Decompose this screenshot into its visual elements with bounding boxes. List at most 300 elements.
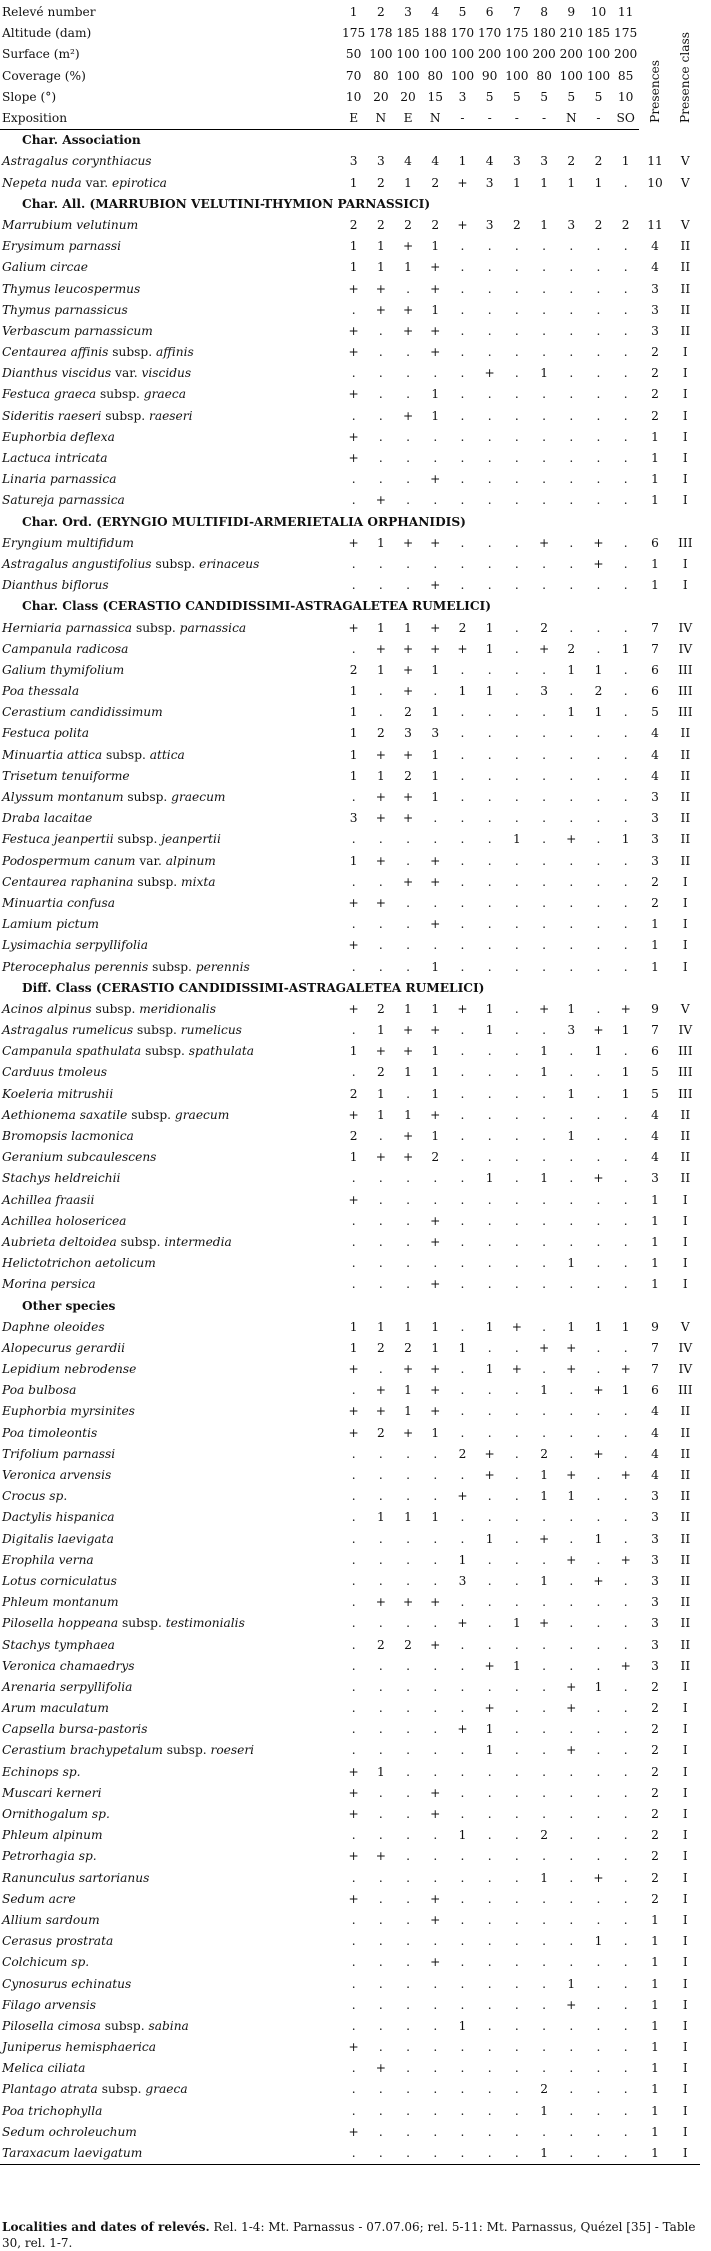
cover-value: . xyxy=(460,1256,465,1271)
cover-value: . xyxy=(433,1171,438,1186)
species-name: Astragalus corynthiacus xyxy=(2,154,152,169)
species-name: Phleum montanum xyxy=(2,1595,119,1610)
cover-value: . xyxy=(542,1637,546,1652)
cover-value: . xyxy=(433,1616,438,1631)
cover-value: . xyxy=(596,366,601,381)
species-name: Festuca jeanpertii subsp. jeanpertii xyxy=(2,832,221,847)
cover-value: 3 xyxy=(567,1023,576,1038)
cover-value: . xyxy=(351,408,356,423)
cover-value: . xyxy=(460,1213,465,1228)
cover-value: . xyxy=(596,1658,601,1673)
presence-class: V xyxy=(680,217,690,232)
cover-value: . xyxy=(623,1044,628,1059)
presence-count: 1 xyxy=(651,1256,659,1271)
header-value: N xyxy=(558,108,585,130)
cover-value: 1 xyxy=(567,1976,576,1991)
species-row xyxy=(0,575,700,596)
cover-value: + xyxy=(430,874,441,889)
cover-value: . xyxy=(433,1468,438,1483)
cover-value: . xyxy=(623,1234,628,1249)
cover-value: . xyxy=(406,366,410,381)
header-value: N xyxy=(367,108,394,130)
presence-class: I xyxy=(682,1764,688,1779)
header-label: Surface (m²) xyxy=(2,47,80,62)
cover-value: . xyxy=(569,853,574,868)
presence-count: 4 xyxy=(651,1404,659,1419)
header-value: 5 xyxy=(594,89,603,104)
cover-value: 2 xyxy=(376,726,385,741)
species-name: Alopecurus gerardii xyxy=(2,1340,126,1355)
presence-class: II xyxy=(680,811,691,826)
cover-value: . xyxy=(514,366,519,381)
cover-value: 1 xyxy=(540,1171,548,1186)
presence-class: IV xyxy=(678,1340,693,1355)
header-value: 100 xyxy=(586,68,611,83)
presence-class: II xyxy=(680,768,691,783)
presence-count: 4 xyxy=(651,260,659,275)
presence-count: 4 xyxy=(651,1468,659,1483)
header-value: - xyxy=(476,108,503,130)
cover-value: . xyxy=(596,1828,601,1843)
species-name: Festuca polita xyxy=(2,726,90,741)
species-row xyxy=(0,893,700,914)
cover-value: . xyxy=(569,1912,574,1927)
cover-value: 1 xyxy=(376,768,385,783)
cover-value: . xyxy=(378,684,383,699)
cover-value: 3 xyxy=(458,1573,467,1588)
section-heading-row xyxy=(0,512,700,533)
cover-value: . xyxy=(460,832,465,847)
cover-value: + xyxy=(402,811,414,826)
presence-count: 5 xyxy=(651,1065,659,1080)
cover-value: . xyxy=(623,1934,628,1949)
cover-value: . xyxy=(406,1446,410,1461)
cover-value: + xyxy=(430,1277,441,1292)
presence-class: II xyxy=(680,239,691,254)
cover-value: 2 xyxy=(540,2082,548,2097)
species-row xyxy=(0,1401,700,1422)
cover-value: 3 xyxy=(540,154,548,169)
cover-value: + xyxy=(566,1362,577,1377)
cover-value: 1 xyxy=(404,1510,412,1525)
species-name: Campanula spathulata subsp. spathulata xyxy=(2,1044,255,1059)
cover-value: + xyxy=(402,747,414,762)
species-name: Eryngium multifidum xyxy=(2,535,134,550)
cover-value: + xyxy=(348,535,359,550)
cover-value: . xyxy=(623,578,628,593)
species-name: Colchicum sp. xyxy=(2,1955,90,1970)
cover-value: . xyxy=(623,1785,628,1800)
header-value: 200 xyxy=(559,47,583,62)
cover-value: . xyxy=(514,2040,519,2055)
cover-value: + xyxy=(348,938,359,953)
cover-value: 2 xyxy=(540,1446,548,1461)
section-title: Char. Ord. (ERYNGIO MULTIFIDI-ARMERIETALIA ORPHANIDIS) xyxy=(22,514,466,529)
cover-value: . xyxy=(542,1679,546,1694)
cover-value: . xyxy=(406,1489,410,1504)
cover-value: + xyxy=(348,1849,359,1864)
cover-value: 2 xyxy=(458,1446,467,1461)
header-value: - xyxy=(530,108,557,130)
cover-value: . xyxy=(487,1086,492,1101)
cover-value: . xyxy=(623,959,628,974)
cover-value: . xyxy=(351,366,356,381)
cover-value: . xyxy=(460,556,465,571)
cover-value: . xyxy=(351,1446,356,1461)
cover-value: . xyxy=(514,726,519,741)
header-value: E xyxy=(340,108,367,130)
cover-value: . xyxy=(623,2018,628,2033)
cover-value: . xyxy=(460,408,465,423)
cover-value: . xyxy=(406,472,410,487)
presence-count: 2 xyxy=(651,1679,659,1694)
species-name: Geranium subcaulescens xyxy=(2,1150,157,1165)
cover-value: 2 xyxy=(567,154,576,169)
cover-value: + xyxy=(430,1383,441,1398)
cover-value: . xyxy=(378,1722,383,1737)
cover-value: . xyxy=(542,1510,546,1525)
cover-value: . xyxy=(460,1870,465,1885)
cover-value: . xyxy=(514,2018,519,2033)
cover-value: . xyxy=(433,366,438,381)
cover-value: . xyxy=(596,323,601,338)
cover-value: 2 xyxy=(349,662,358,677)
cover-value: . xyxy=(542,853,546,868)
cover-value: + xyxy=(593,1446,604,1461)
header-value: 8 xyxy=(540,5,548,20)
cover-value: . xyxy=(433,1764,438,1779)
cover-value: . xyxy=(514,1595,519,1610)
cover-value: + xyxy=(402,1362,414,1377)
cover-value: + xyxy=(402,641,414,656)
presence-count: 1 xyxy=(651,1934,659,1949)
presence-count: 3 xyxy=(651,853,659,868)
cover-value: . xyxy=(460,853,465,868)
presence-count: 7 xyxy=(651,1362,659,1377)
presence-class: IV xyxy=(678,1362,693,1377)
cover-value: 2 xyxy=(376,217,385,232)
presence-class: II xyxy=(680,1658,691,1673)
cover-value: . xyxy=(433,1743,438,1758)
header-value: 15 xyxy=(427,89,444,104)
cover-value: 1 xyxy=(621,154,630,169)
cover-value: + xyxy=(375,1383,386,1398)
cover-value: . xyxy=(378,1234,383,1249)
header-value: 100 xyxy=(586,47,611,62)
species-name: Poa bulbosa xyxy=(2,1383,77,1398)
header-value: 90 xyxy=(481,68,498,83)
species-name: Pterocephalus perennis subsp. perennis xyxy=(2,959,250,974)
presence-class: II xyxy=(680,726,691,741)
cover-value: + xyxy=(457,1489,468,1504)
cover-value: . xyxy=(406,2082,410,2097)
cover-value: . xyxy=(623,1213,628,1228)
cover-value: . xyxy=(596,1340,601,1355)
cover-value: . xyxy=(460,1234,465,1249)
cover-value: . xyxy=(569,493,574,508)
cover-value: + xyxy=(402,408,414,423)
species-name: Carduus tmoleus xyxy=(2,1065,108,1080)
cover-value: . xyxy=(514,1976,519,1991)
cover-value: . xyxy=(623,556,628,571)
species-name: Bromopsis lacmonica xyxy=(2,1129,134,1144)
cover-value: . xyxy=(460,1658,465,1673)
species-row xyxy=(0,829,700,850)
cover-value: . xyxy=(378,2018,383,2033)
cover-value: . xyxy=(585,2143,612,2165)
cover-value: 1 xyxy=(349,239,358,254)
species-row xyxy=(0,1444,700,1465)
species-name: Filago arvensis xyxy=(2,1997,96,2012)
cover-value: 2 xyxy=(376,1425,385,1440)
presence-count: 3 xyxy=(651,1510,659,1525)
species-name: Lamium pictum xyxy=(2,917,99,932)
presence-class: II xyxy=(680,1150,691,1165)
cover-value: + xyxy=(430,917,441,932)
cover-value: + xyxy=(620,1001,631,1016)
species-row xyxy=(0,300,700,321)
cover-value: . xyxy=(460,895,465,910)
cover-value: . xyxy=(569,1425,574,1440)
section-title: Other species xyxy=(22,1298,116,1313)
cover-value: . xyxy=(433,2082,438,2097)
species-row xyxy=(0,1105,700,1126)
phytosociological-table xyxy=(0,2,700,2165)
species-row xyxy=(0,1465,700,1486)
cover-value: . xyxy=(623,684,628,699)
species-name: Pilosella hoppeana subsp. testimonialis xyxy=(2,1616,245,1631)
cover-value: . xyxy=(406,832,410,847)
species-row xyxy=(0,872,700,893)
species-row xyxy=(0,342,700,363)
cover-value: . xyxy=(487,705,492,720)
species-name: Lysimachia serpyllifolia xyxy=(2,938,149,953)
cover-value: 1 xyxy=(485,1362,494,1377)
cover-value: . xyxy=(596,2124,601,2139)
cover-value: . xyxy=(460,1934,465,1949)
cover-value: + xyxy=(593,1870,604,1885)
cover-value: . xyxy=(406,1531,410,1546)
cover-value: . xyxy=(378,429,383,444)
cover-value: . xyxy=(542,1976,546,1991)
cover-value: . xyxy=(542,1404,546,1419)
species-row xyxy=(0,1846,700,1867)
cover-value: . xyxy=(623,1870,628,1885)
cover-value: . xyxy=(487,1065,492,1080)
cover-value: . xyxy=(612,2143,639,2165)
header-value: 200 xyxy=(532,47,556,62)
species-row xyxy=(0,533,700,554)
cover-value: + xyxy=(430,345,441,360)
presence-count: 1 xyxy=(651,2082,659,2097)
cover-value: . xyxy=(460,578,465,593)
cover-value: . xyxy=(596,2018,601,2033)
presence-class: II xyxy=(680,1489,691,1504)
cover-value: . xyxy=(623,1743,628,1758)
cover-value: 1 xyxy=(594,1531,603,1546)
cover-value: . xyxy=(596,811,601,826)
cover-value: 1 xyxy=(376,1764,385,1779)
cover-value: . xyxy=(487,1213,492,1228)
presence-count: 1 xyxy=(651,2040,659,2055)
cover-value: . xyxy=(514,938,519,953)
species-name: Morina persica xyxy=(2,1277,96,1292)
species-name: Dianthus biflorus xyxy=(2,578,109,593)
presence-class: II xyxy=(680,1107,691,1122)
cover-value: 1 xyxy=(594,705,603,720)
cover-value: + xyxy=(348,1107,359,1122)
cover-value: . xyxy=(623,429,628,444)
cover-value: . xyxy=(569,345,574,360)
species-row xyxy=(0,173,700,194)
cover-value: + xyxy=(402,302,414,317)
species-name: Muscari kerneri xyxy=(2,1785,102,1800)
cover-value: . xyxy=(596,747,601,762)
presence-class-header-text: Presence class xyxy=(678,31,693,123)
cover-value: . xyxy=(433,1573,438,1588)
section-title: Char. All. (MARRUBION VELUTINI-THYMION PARNASSICI) xyxy=(22,196,431,211)
cover-value: . xyxy=(569,1510,574,1525)
species-row xyxy=(0,2122,700,2143)
cover-value: 1 xyxy=(349,1319,358,1334)
cover-value: . xyxy=(596,451,601,466)
cover-value: . xyxy=(514,1446,519,1461)
cover-value: 1 xyxy=(567,705,576,720)
cover-value: + xyxy=(457,641,468,656)
cover-value: . xyxy=(623,1277,628,1292)
cover-value: + xyxy=(484,1658,495,1673)
cover-value: . xyxy=(487,662,492,677)
cover-value: . xyxy=(460,2061,465,2076)
cover-value: . xyxy=(433,1531,438,1546)
cover-value: . xyxy=(596,2082,601,2097)
cover-value: . xyxy=(487,1849,492,1864)
cover-value: . xyxy=(351,1383,356,1398)
species-name: Cerasus prostrata xyxy=(2,1934,114,1949)
species-row xyxy=(0,1529,700,1550)
cover-value: + xyxy=(375,790,386,805)
cover-value: . xyxy=(406,1701,410,1716)
cover-value: . xyxy=(487,1150,492,1165)
cover-value: . xyxy=(569,472,574,487)
presence-count: 9 xyxy=(651,1001,659,1016)
cover-value: . xyxy=(487,853,492,868)
presence-class: V xyxy=(680,175,690,190)
cover-value: 2 xyxy=(431,1150,440,1165)
cover-value: . xyxy=(351,1997,356,2012)
cover-value: . xyxy=(569,1065,574,1080)
cover-value: + xyxy=(484,1701,495,1716)
cover-value: . xyxy=(514,1679,519,1694)
presence-class: II xyxy=(680,790,691,805)
cover-value: . xyxy=(487,239,492,254)
presence-count: 2 xyxy=(651,1891,659,1906)
presence-class: I xyxy=(682,2061,688,2076)
cover-value: . xyxy=(487,302,492,317)
cover-value: . xyxy=(514,556,519,571)
cover-value: . xyxy=(460,1510,465,1525)
cover-value: . xyxy=(351,1828,356,1843)
species-name: Astragalus angustifolius subsp. erinaceus xyxy=(2,556,260,571)
cover-value: . xyxy=(351,1065,356,1080)
cover-value: 2 xyxy=(376,1340,385,1355)
cover-value: + xyxy=(348,1785,359,1800)
cover-value: . xyxy=(487,408,492,423)
species-row xyxy=(0,808,700,829)
cover-value: + xyxy=(566,1679,577,1694)
cover-value: . xyxy=(514,874,519,889)
cover-value: 1 xyxy=(404,1319,412,1334)
cover-value: 2 xyxy=(404,768,412,783)
section-heading-row xyxy=(0,130,700,152)
cover-value: + xyxy=(457,175,468,190)
presence-class: I xyxy=(682,451,688,466)
cover-value: + xyxy=(593,1171,604,1186)
cover-value: . xyxy=(596,1891,601,1906)
species-name: Marrubium velutinum xyxy=(2,217,139,232)
cover-value: . xyxy=(623,1976,628,1991)
cover-value: . xyxy=(623,1256,628,1271)
cover-value: 1 xyxy=(621,1065,630,1080)
species-row xyxy=(0,766,700,787)
presence-class: II xyxy=(680,323,691,338)
cover-value: + xyxy=(402,1044,414,1059)
cover-value: 1 xyxy=(431,408,440,423)
cover-value: . xyxy=(569,1785,574,1800)
cover-value: . xyxy=(378,1552,383,1567)
cover-value: . xyxy=(542,1701,546,1716)
cover-value: . xyxy=(378,1616,383,1631)
cover-value: . xyxy=(623,239,628,254)
cover-value: . xyxy=(542,1023,546,1038)
species-name: Centaurea raphanina subsp. mixta xyxy=(2,874,216,889)
presence-class: II xyxy=(680,1510,691,1525)
cover-value: + xyxy=(430,1362,441,1377)
presence-class: I xyxy=(682,1722,688,1737)
cover-value: + xyxy=(566,1743,577,1758)
cover-value: 1 xyxy=(431,1319,440,1334)
cover-value: . xyxy=(514,345,519,360)
species-row xyxy=(0,787,700,808)
cover-value: 2 xyxy=(594,217,603,232)
cover-value: 1 xyxy=(621,1383,630,1398)
cover-value: . xyxy=(623,1997,628,2012)
species-name: Astragalus rumelicus subsp. rumelicus xyxy=(2,1023,242,1038)
cover-value: . xyxy=(623,1701,628,1716)
species-name: Podospermum canum var. alpinum xyxy=(2,853,216,868)
presence-count: 9 xyxy=(651,1319,659,1334)
species-name: Achillea holosericea xyxy=(2,1213,127,1228)
cover-value: . xyxy=(460,1468,465,1483)
cover-value: . xyxy=(623,790,628,805)
cover-value: . xyxy=(623,1446,628,1461)
cover-value: . xyxy=(596,387,601,402)
cover-value: . xyxy=(623,535,628,550)
cover-value: . xyxy=(433,1679,438,1694)
cover-value: . xyxy=(487,895,492,910)
species-row xyxy=(0,1359,700,1380)
cover-value: . xyxy=(460,429,465,444)
presence-class: II xyxy=(680,302,691,317)
cover-value: . xyxy=(542,260,546,275)
header-value: 10 xyxy=(590,5,607,20)
cover-value: + xyxy=(375,493,386,508)
cover-value: . xyxy=(406,1870,410,1885)
cover-value: . xyxy=(487,345,492,360)
cover-value: . xyxy=(569,2082,574,2097)
cover-value: . xyxy=(433,429,438,444)
cover-value: 1 xyxy=(431,959,440,974)
